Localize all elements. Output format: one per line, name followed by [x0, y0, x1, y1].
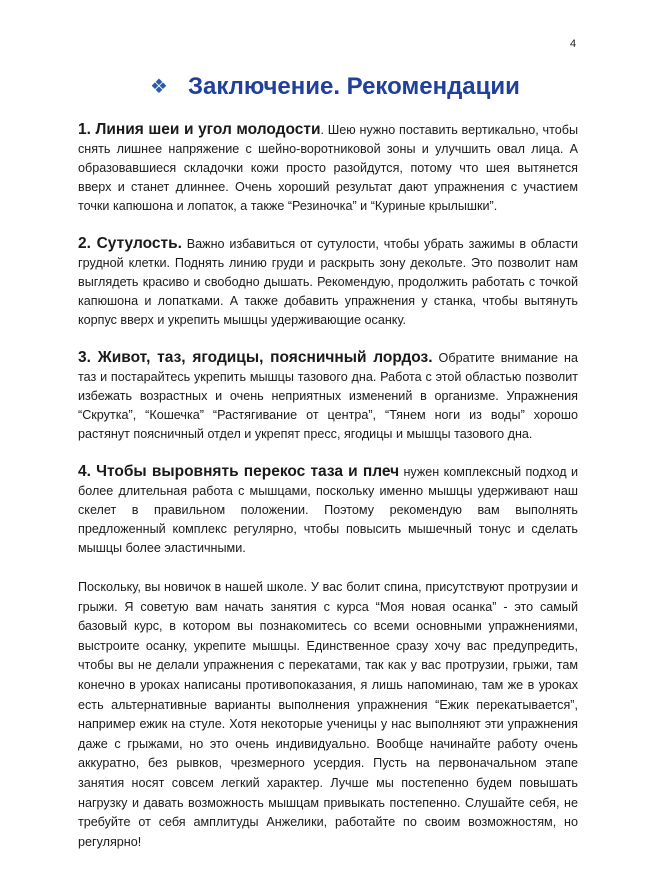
section-heading: 1. Линия шеи и угол молодости	[78, 121, 321, 138]
section-heading: 2. Сутулость.	[78, 235, 182, 252]
page-title: Заключение. Рекомендации	[187, 73, 520, 100]
section-alignment	[78, 462, 578, 558]
section-pelvis	[78, 348, 578, 444]
section-posture	[78, 234, 578, 330]
section-text: Обратите внимание на таз и постарайтесь укрепить мышцы тазового дна. Работа с этой областью позволит избежать возрастных и очень неприятных изменений в организме. Упражнения “Скрутка”, “Кошечка” “Растягивание от центра”, “Тянем ноги из воды” хорошо растянут поясничный отдел и укрепят пресс, ягодицы и мышцы тазового дна.	[78, 351, 578, 441]
section-neck	[78, 120, 578, 216]
section-text: нужен комплексный подход и более длительная работа с мышцами, поскольку именно мышцы удерживают наш скелет в правильном положении. Поэтому рекомендую вам выполнять предложенный комплекс регулярно, чтобы повысить мышечный тонус и сделать мышцы более эластичными.	[78, 465, 578, 555]
page-heading	[150, 72, 520, 102]
closing-paragraph: Поскольку, вы новичок в нашей школе. У вас болит спина, присутствуют протрузии и грыжи. Я советую вам начать занятия с курса “Моя новая осанка” - это самый базовый курс, в котором вы познакомитесь со всеми основными упражнениями, выстроите осанку, укрепите мышцы. Единственное сразу хочу вас предупредить, чтобы вы не делали упражнения с перекатами, так как у вас протрузии, грыжи, там конечно в уроках написаны противопоказания, я лишь напоминаю, там же в уроках есть альтернативные варианты выполнения упражнения “Ежик перекатывается”, например ежик на стуле. Хотя некоторые ученицы у нас выполняют эти упражнения даже с грыжами, но это очень индивидуально. Вообще начинайте работу очень аккуратно, без рывков, чрезмерного усердия. Пусть на первоначальном этапе занятия носят совсем легкий характер. Лучше мы постепенно будем повышать нагрузку и давать возможность мышцам привыкать постепенно. Слушайте себя, не требуйте от себя амплитуды Анжелики, работайте по своим возможностям, но регулярно!	[78, 580, 578, 849]
section-text: . Шею нужно поставить вертикально, чтобы снять лишнее напряжение с шейно-воротниковой зоны и улучшить овал лица. А образовавшиеся складочки кожи просто разойдутся, потому что шея вытянется вверх и станет длиннее. Очень хороший результат дают упражнения с участием точки капюшона и лопаток, а также “Резиночка” и “Куриные крылышки”.	[78, 123, 578, 213]
section-heading: 4. Чтобы выровнять перекос таза и плеч	[78, 463, 400, 480]
diamond-bullet-icon: ❖	[150, 76, 168, 98]
section-heading: 3. Живот, таз, ягодицы, поясничный лордоз.	[78, 349, 433, 366]
document-body	[78, 120, 578, 865]
section-text: Важно избавиться от сутулости, чтобы убрать зажимы в области грудной клетки. Поднять линию груди и раскрыть зону декольте. Это позволит нам выглядеть красиво и свободно дышать. Рекомендую, продолжить работать с точкой капюшона и лопатками. А также добавить упражнения у станка, чтобы вытянуть корпус вверх и укрепить мышцы удерживающие осанку.	[78, 237, 578, 327]
page-number: 4	[570, 38, 577, 50]
